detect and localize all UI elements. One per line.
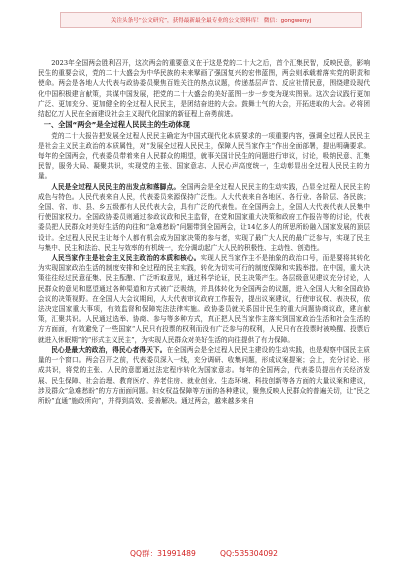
paragraph-lead: 人民当家作主是社会主义民主政治的本质和核心。 (51, 254, 201, 263)
paragraph-people-as-masters (38, 253, 370, 345)
qq-number: 535304092 (234, 549, 278, 558)
paragraph-people-centered (38, 182, 370, 253)
qq-group-label: QQ群： (130, 549, 158, 558)
section-intro-paragraph: 党的二十大报告把发展全过程人民民主确定为中国式现代化本质要求的一项重要内容，强调全过程人民民主是社会主义民主政治的本质属性，对“发展全过程人民民主，保障人民当家作主”作出全面部署，提出明确要求。每年的全国两会，代表委员带着来自人民群众的期望，就事关国计民生的问题进行审议，讨论，吸纳民意、汇集民智，服务大局、凝聚共识，实现党的主张、国家意志、人民心声高度统一，生动彰显出全过程人民民主的力量。 (38, 131, 370, 181)
footer-contact (0, 548, 408, 559)
paragraph-body: 全国两会是全过程人民民主的生动实践，凸显全过程人民民主的成色与特色。人民代表来自人民，代表委员来源保持广泛性。人大代表来自各地区、各行业、各阶层、各民族；全国、省、市、县、乡五级都有人民代表大会，具有广泛的代表性。在全国两会上，全国人大代表代表人民集中行使国家权力。全国政协委员则通过参政议政和民主监督，在党和国家重大决策和政府工作报告等的讨论，代表委员把人民群众对美好生活的向往和“急难愁盼”问题带到全国两会，让14亿多人的所思所盼融入国家发展的顶层设计。全过程人民民主让每个人都有机会成为国家决策的参与者，实现了最广大人民的最广泛参与，实现了民主与集中、民主和法治、民主与效率的有机统一，充分调动起广大人民的积极性、主动性、创造性。 (38, 182, 370, 252)
paragraph-body: 实现人民当家作主不是抽象的政治口号，而是要将其转化为实现国家政治生活的制度安排和全过程的民主实践，转化为切实可行的制度保障和实践举措。在中国，重大决策往往经过民意征集、民主酝酿、广泛听取意见，通过科学论证，民主决策产生。各层级意见建议充分讨论，人民群众的意见和愿望通过各种渠道和方式被广泛吸纳，并具体转化为全国两会的议题，进入全国人大和全国政协会议的决策视野。在全国人大会议期间，人大代表审议政府工作报告，提出议案建议，行使审议权、表决权，依法决定国家重大事项，有效监督和保障宪法法律实施。政协委员就关系国计民生的重大问题协商议政，建言献策，汇聚共识。人民通过选举、协商、参与等多种方式，真正把人民当家作主落实到国家政治生活和社会生活的方方面面，有效避免了一些国家“人民只有投票的权利而没有广泛参与的权利，人民只有在投票时被唤醒、投票后就进入休眠期”的“形式主义民主”，为实现人民群众对美好生活的向往提供了有力保障。 (38, 254, 370, 344)
paragraph-lead: 民心是最大的政治，得民心者得天下。 (51, 345, 167, 354)
paragraph-body: 在全国两会是全过程人民民主建设的生动实践，也是观察中国民主质量的一个窗口。两会召开之前，代表委员深入一线，充分调研、收集问题，形成议案提案；会上，充分讨论、形成共识，将党的主张、人民的意愿通过法定程序转化为国家意志。每年的全国两会，代表委员提出有关经济发展、民生保障、社会治理、教育医疗、养老住房、就业创业、生态环境、科技创新等各方面的大量议案和建议，涉及群众“急难愁盼”的方方面面问题。妇女权益保障等方面的各种建议，聚焦反映人民群众的普遍关切，让“民之所盼”直通“施政所向”，并得到高效、妥善解决。通过两会，越来越多来自 (38, 345, 371, 405)
qq-label: QQ: (219, 549, 235, 558)
paragraph-public-support (38, 345, 370, 406)
header-banner-text: 关注头条号“公文研究”，获得最新最全最专业的公文资料库！ 微信：gongwenyj (110, 18, 312, 24)
paragraph-lead: 人民是全过程人民民主的出发点和落脚点。 (51, 182, 181, 191)
qq-group-number: 31991489 (157, 549, 196, 558)
section-heading: 一、全国“两会”是全过程人民民主的生动体现 (43, 120, 190, 130)
header-banner (60, 12, 362, 28)
document-body (38, 58, 370, 406)
intro-paragraph: 2023年全国两会胜利召开，这次两会的重要意义在于这是党的二十大之后，首个汇集民智，反映民意，影响民生的重要会议，党的二十大盛会为中华民族的未来擘画了强国复兴的宏伟蓝图，两会则承载着落实党的职责和使命。两会是各地人大代表与政协委员聚焦百姓关注的热点议题，传递基层声音、反应社情民意，围绕建设现代化中国积极建言献策，共谋中国发展，把党的二十大盛会的美好蓝图一步一步变为现实图景。这次会议践行更加广泛、更加充分、更加健全的全过程人民民主，是团结奋进的大会。鼓舞士气的大会，开拓进取的大会。必将团结起亿万人民在全面建设社会主义现代化国家的新征程上奋勇前进。 (38, 59, 370, 119)
